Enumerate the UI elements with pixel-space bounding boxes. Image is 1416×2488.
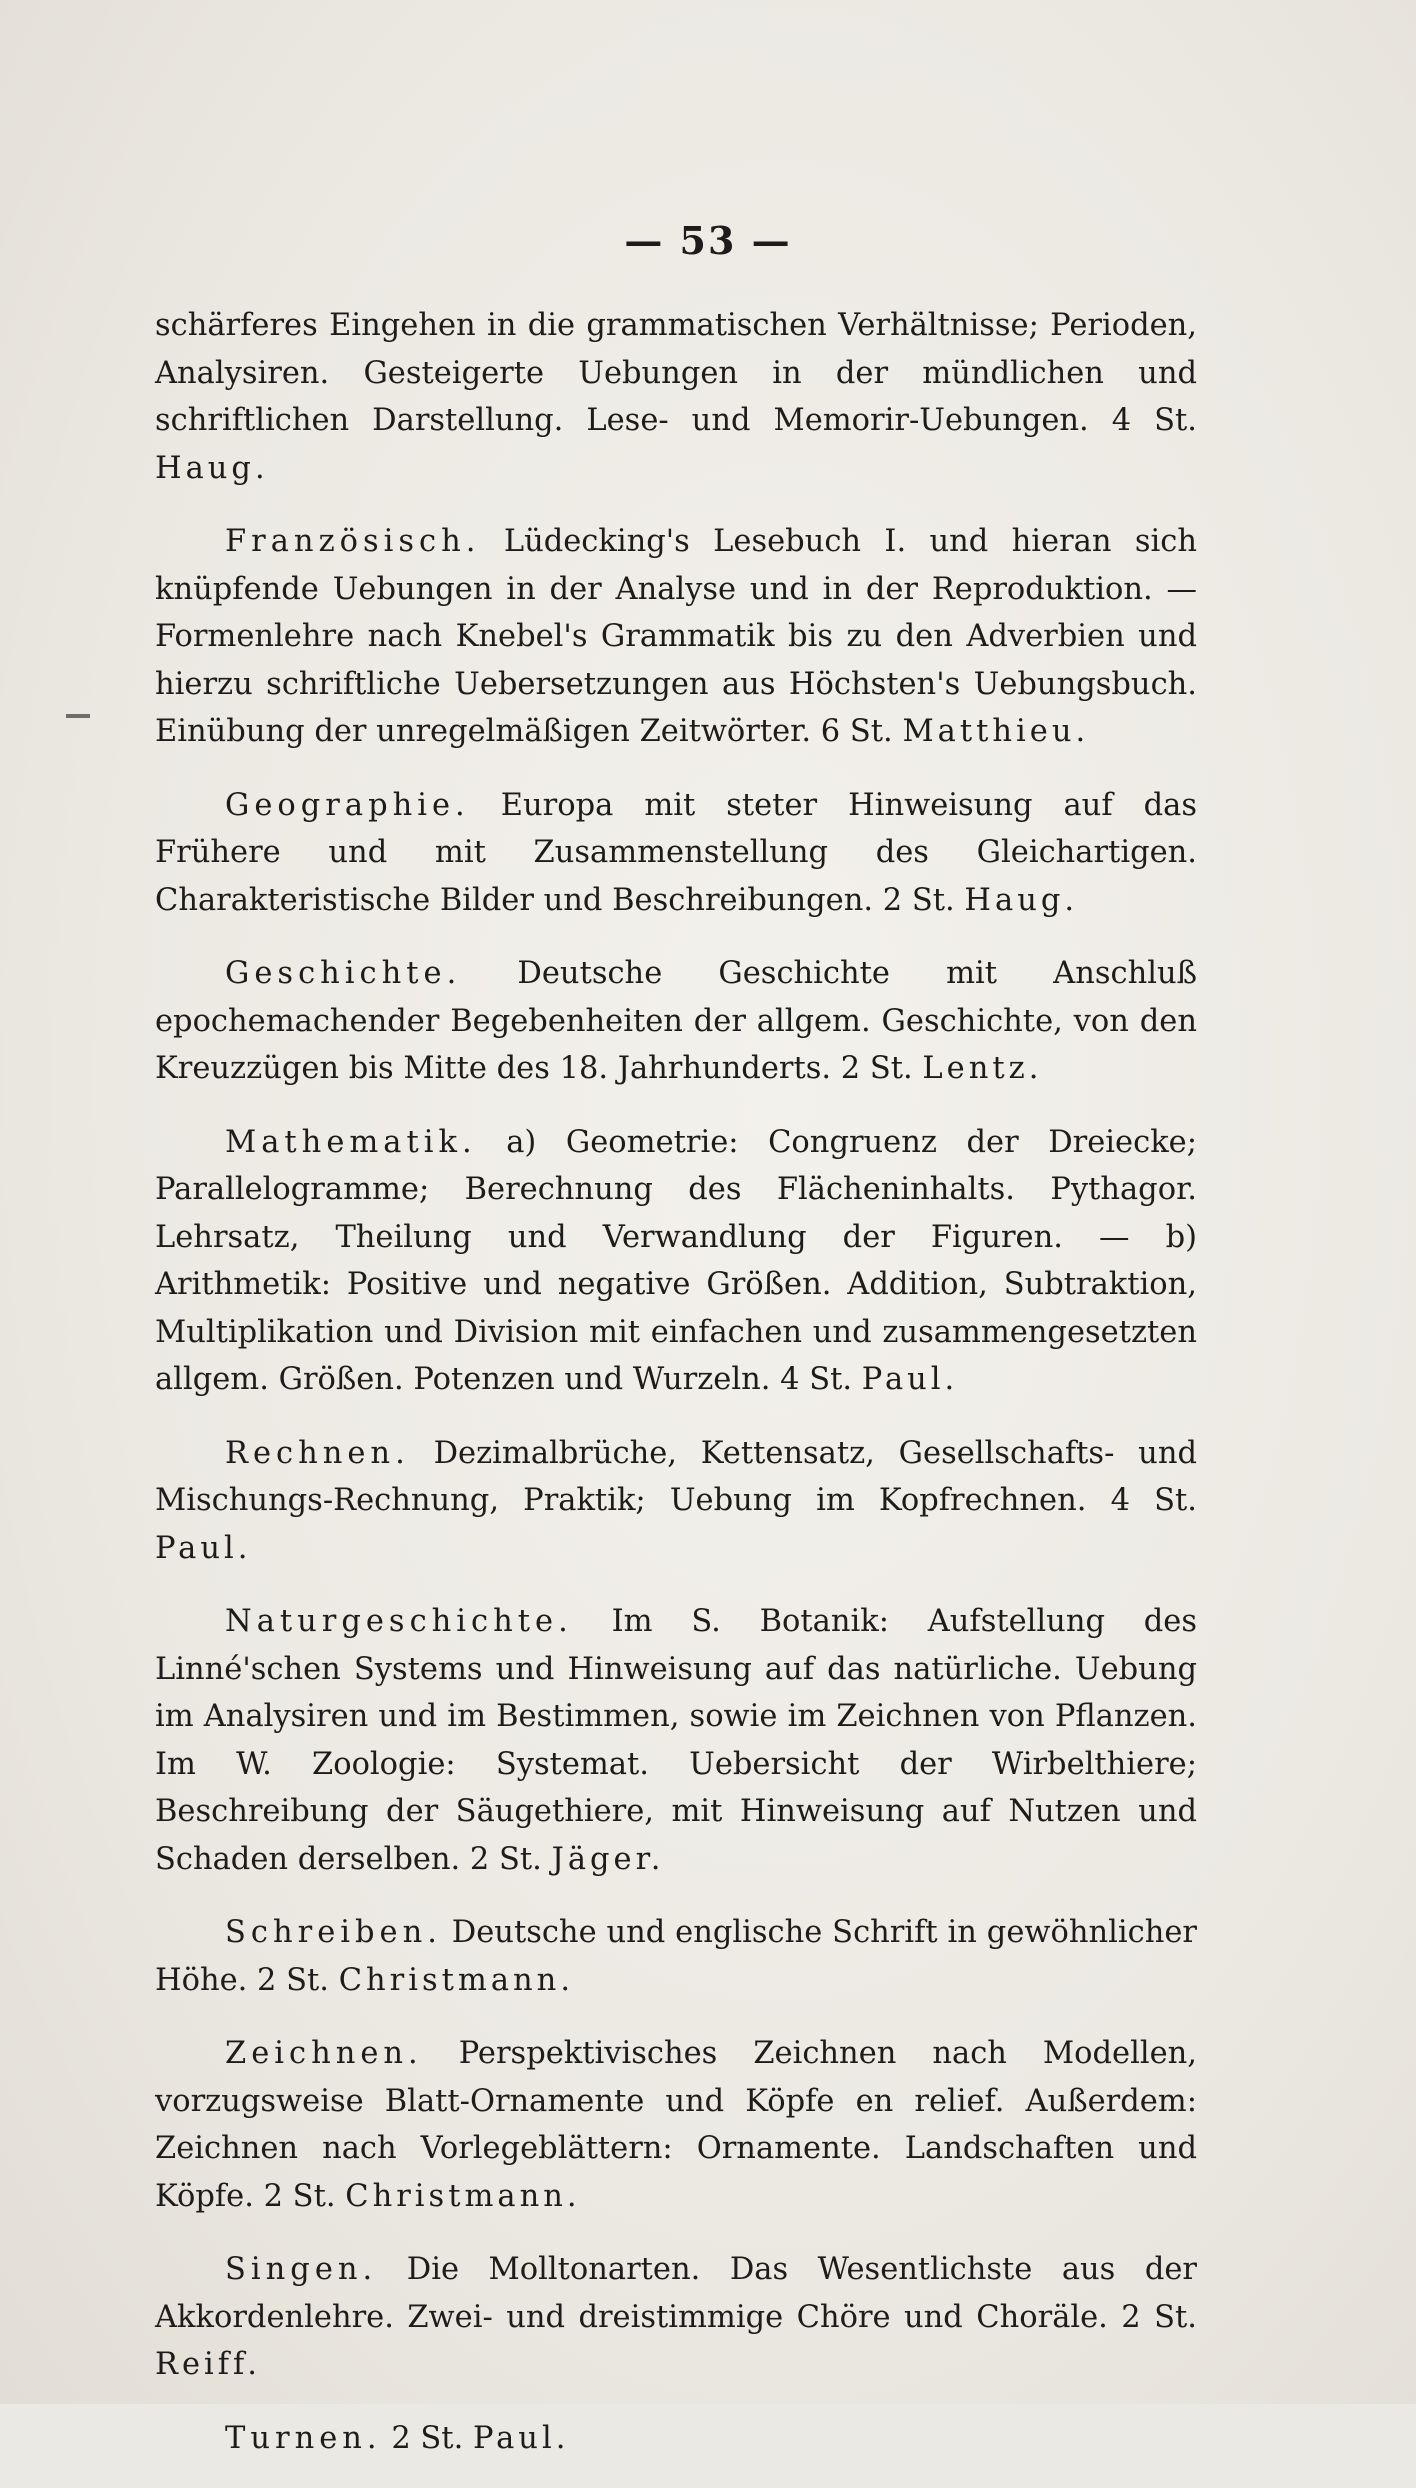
teacher-name: Jäger. xyxy=(551,1841,665,1877)
paragraph-natural-history xyxy=(155,1598,1197,1883)
teacher-name: Christmann. xyxy=(338,1962,575,1998)
subject-heading: Rechnen. xyxy=(225,1435,410,1471)
paragraph-text: 2 St. xyxy=(391,2420,464,2456)
paragraph-mathematics xyxy=(155,1119,1197,1404)
paragraph-german-continuation xyxy=(155,302,1197,492)
paragraph-text: Deutsche und englische Schrift in gewöhnlicher Höhe. 2 St. xyxy=(155,1915,1197,1998)
teacher-name: Christmann. xyxy=(345,2178,581,2214)
paragraph-geography xyxy=(155,782,1197,925)
subject-heading: Naturgeschichte. xyxy=(225,1604,573,1639)
paragraph-gymnastics xyxy=(155,2415,1197,2463)
paragraph-text: Im S. Botanik: Aufstellung des Linné'schen Systems und Hinweisung auf das natürliche. Uebung im Analysiren und im Bestimmen, sowie im Zeichnen von Pflanzen. Im W. Zoologie: Systemat. Uebersicht der Wirbelthiere; Beschreibung der Säugethiere, mit Hinweisung auf Nutzen und Schaden derselben. 2 St. xyxy=(155,1604,1197,1877)
subject-heading: Französisch. xyxy=(225,524,481,559)
subject-heading: Singen. xyxy=(225,2252,378,2287)
teacher-name: Lentz. xyxy=(922,1051,1043,1086)
paragraph-text: Dezimalbrüche, Kettensatz, Gesellschafts- und Mischungs-Rechnung, Praktik; Uebung im Kopfrechnen. 4 St. xyxy=(155,1435,1197,1518)
paragraph-text: a) Geometrie: Congruenz der Dreiecke; Parallelogramme; Berechnung des Flächeninhalts. Pythagor. Lehrsatz, Theilung und Verwandlung der Figuren. — b) Arithmetik: Positive und negative Größen. Addition, Subtraktion, Multiplikation und Division mit einfachen und zusammengesetzten allgem. Größen. Potenzen und Wurzeln. 4 St. xyxy=(155,1124,1197,1397)
subject-heading: Mathematik. xyxy=(225,1124,477,1160)
margin-mark xyxy=(66,714,90,718)
subject-heading: Geographie. xyxy=(225,787,470,823)
paragraph-history xyxy=(155,950,1197,1093)
teacher-name: Paul. xyxy=(472,2420,570,2456)
paragraph-arithmetic xyxy=(155,1430,1197,1573)
paragraph-french xyxy=(155,518,1197,756)
paragraph-text: schärferes Eingehen in die grammatischen Verhältnisse; Perioden, Analysiren. Gesteigerte Uebungen in der mündlichen und schriftlichen Darstellung. Lese- und Memorir-Uebungen. 4 St. xyxy=(155,308,1197,438)
paragraph-text: Perspektivisches Zeichnen nach Modellen, vorzugsweise Blatt-Ornamente und Köpfe en relief. Außerdem: Zeichnen nach Vorlegeblättern: Ornamente. Landschaften und Köpfe. 2 St. xyxy=(155,2036,1197,2214)
paragraph-text: Lüdecking's Lesebuch I. und hieran sich knüpfende Uebungen in der Analyse und in der Reproduktion. — Formenlehre nach Knebel's Grammatik bis zu den Adverbien und hierzu schriftliche Uebersetzungen aus Höchsten's Uebungsbuch. Einübung der unregelmäßigen Zeitwörter. 6 St. xyxy=(155,524,1197,749)
teacher-name: Haug. xyxy=(964,882,1079,918)
paragraph-drawing xyxy=(155,2030,1197,2220)
teacher-name: Paul. xyxy=(861,1362,959,1397)
page-body xyxy=(155,302,1197,2488)
teacher-name: Matthieu. xyxy=(902,714,1090,749)
subject-heading: Turnen. xyxy=(225,2420,382,2456)
subject-heading: Schreiben. xyxy=(225,1915,442,1950)
subject-heading: Zeichnen. xyxy=(225,2036,423,2071)
page-number: — 53 — xyxy=(624,218,792,263)
teacher-name: Haug. xyxy=(155,450,269,486)
paragraph-text: Deutsche Geschichte mit Anschluß epochemachender Begebenheiten der allgem. Geschichte, von den Kreuzzügen bis Mitte des 18. Jahrhunderts. 2 St. xyxy=(155,956,1197,1086)
paragraph-writing xyxy=(155,1909,1197,2004)
teacher-name: Reiff. xyxy=(155,2347,261,2382)
paragraph-singing xyxy=(155,2246,1197,2389)
teacher-name: Paul. xyxy=(155,1530,252,1566)
paragraph-text: Die Molltonarten. Das Wesentlichste aus der Akkordenlehre. Zwei- und dreistimmige Chöre und Choräle. 2 St. xyxy=(155,2252,1197,2335)
paragraph-text: Europa mit steter Hinweisung auf das Frühere und mit Zusammenstellung des Gleichartigen. Charakteristische Bilder und Beschreibungen. 2 St. xyxy=(155,787,1197,918)
subject-heading: Geschichte. xyxy=(225,956,462,991)
